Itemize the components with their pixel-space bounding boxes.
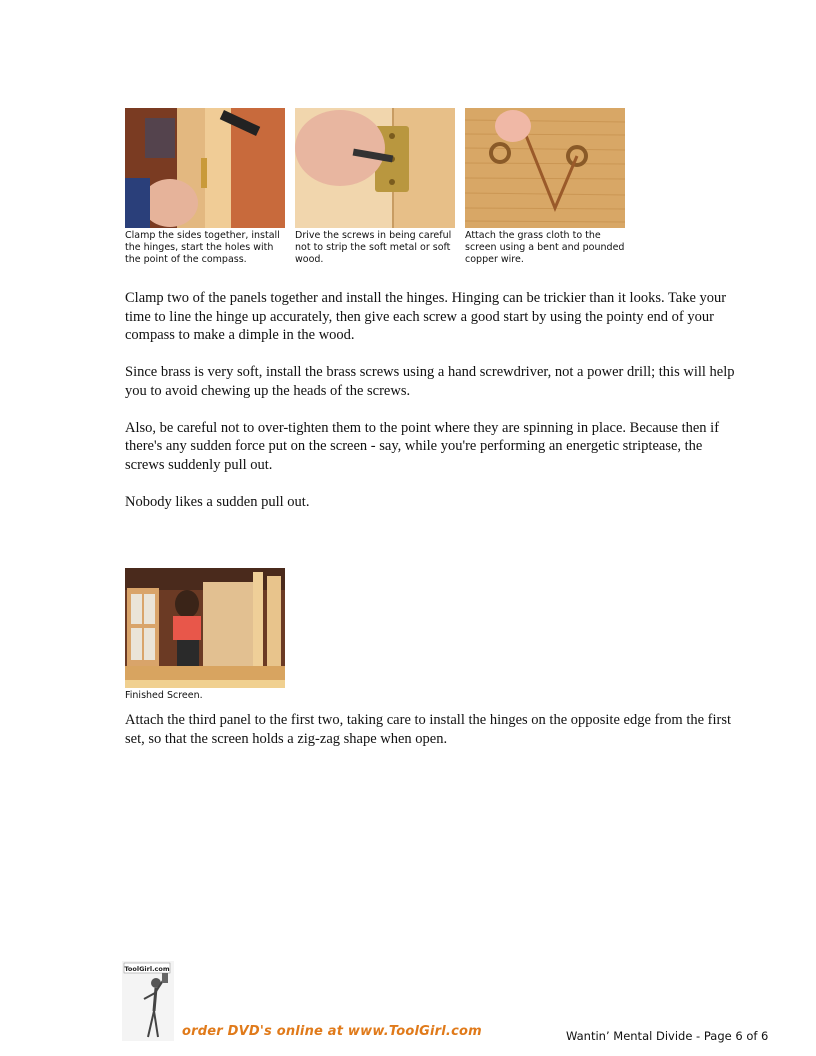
- logo-text: ToolGirl.com: [124, 965, 170, 973]
- photo-clamp-sides: [125, 108, 285, 228]
- figure-caption: Drive the screws in being careful not to strip the soft metal or soft wood.: [295, 230, 452, 265]
- figure-drive-screws: [295, 108, 455, 266]
- figure-caption: Finished Screen.: [125, 690, 203, 701]
- paragraph: Since brass is very soft, install the brass screws using a hand screwdriver, not a power drill; this will help you to avoid chewing up the heads of the screws.: [125, 364, 735, 399]
- paragraph: Also, be careful not to over-tighten them to the point where they are spinning in place. Because then if there's any sudden force put on the screen - say, while you're performing an energetic striptease, the screws suddenly pull out.: [125, 419, 720, 473]
- figure-clamp-sides: [125, 108, 285, 266]
- paragraph: Attach the third panel to the first two, taking care to install the hinges on the opposite edge from the first set, so that the screen holds a zig-zag shape when open.: [125, 712, 732, 747]
- photo-row: [125, 108, 625, 266]
- toolgirl-logo: [122, 961, 174, 1041]
- figure-grass-cloth: [465, 108, 625, 266]
- body-text-section-1: [125, 289, 745, 530]
- photo-drive-screws: [295, 108, 455, 228]
- body-text-section-2: [125, 711, 745, 767]
- photo-finished-screen: [125, 568, 285, 688]
- figure-caption: Clamp the sides together, install the hinges, start the holes with the point of the compass.: [125, 230, 280, 265]
- figure-caption: Attach the grass cloth to the screen using a bent and pounded copper wire.: [465, 230, 625, 265]
- photo-grass-cloth: [465, 108, 625, 228]
- figure-finished-screen: [125, 568, 285, 702]
- order-dvd-link[interactable]: order DVD's online at www.ToolGirl.com: [182, 1024, 482, 1039]
- paragraph: Clamp two of the panels together and install the hinges. Hinging can be trickier than it looks. Take your time to line the hinge up accurately, then give each screw a good start by using the pointy end of your compass to make a dimple in the wood.: [125, 290, 727, 343]
- page-footer-label: Wantin’ Mental Divide - Page 6 of 6: [566, 1029, 769, 1043]
- paragraph: Nobody likes a sudden pull out.: [125, 493, 310, 510]
